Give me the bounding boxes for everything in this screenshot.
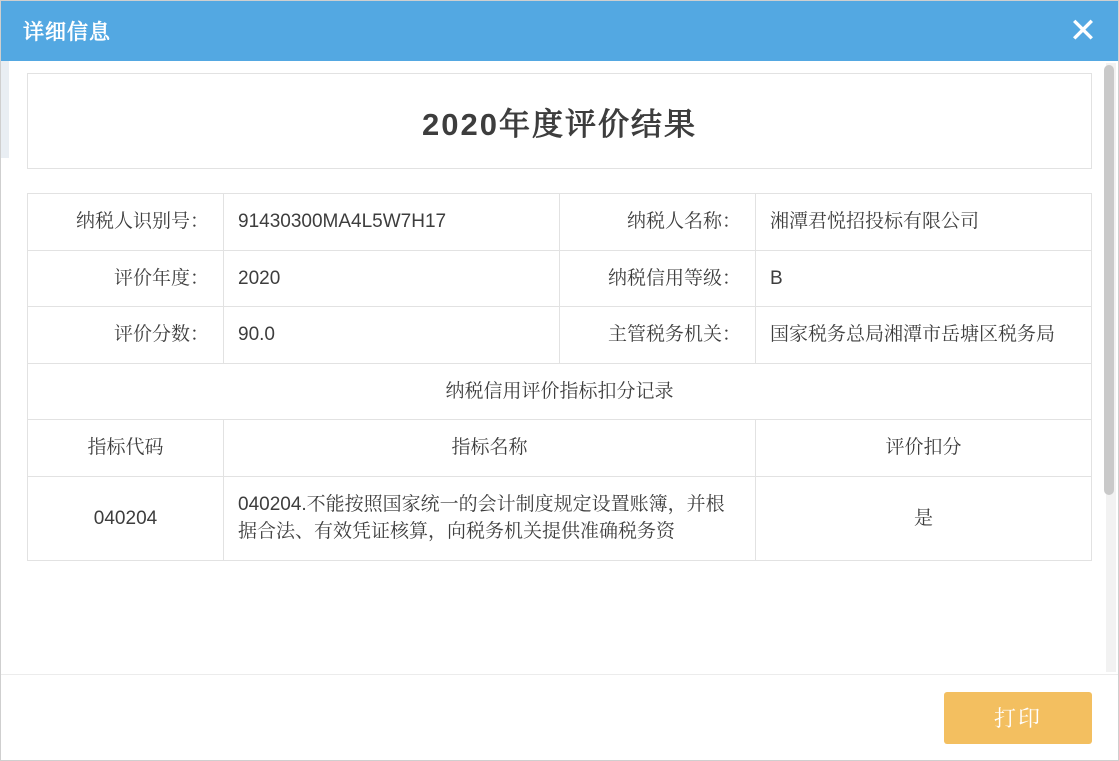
report-heading-box <box>27 73 1092 169</box>
tax-authority-value: 国家税务总局湘潭市岳塘区税务局 <box>756 307 1092 364</box>
deduction-section-title: 纳税信用评价指标扣分记录 <box>28 363 1092 420</box>
indicator-name: 040204.不能按照国家统一的会计制度规定设置账簿，并根据合法、有效凭证核算，向税务机关提供准确税务资 <box>224 476 756 560</box>
table-header-row <box>28 420 1092 477</box>
eval-score-value: 90.0 <box>224 307 560 364</box>
tax-authority-label: 主管税务机关： <box>560 307 756 364</box>
table-row <box>28 363 1092 420</box>
dialog-footer <box>1 674 1118 760</box>
taxpayer-name-label: 纳税人名称： <box>560 194 756 251</box>
close-icon[interactable]: ✕ <box>1068 12 1098 50</box>
eval-year-value: 2020 <box>224 250 560 307</box>
report-heading: 2020年度评价结果 <box>422 106 697 142</box>
left-accent-strip <box>1 61 9 158</box>
column-header-name: 指标名称 <box>224 420 756 477</box>
taxpayer-id-label: 纳税人识别号： <box>28 194 224 251</box>
credit-rating-label: 纳税信用等级： <box>560 250 756 307</box>
column-header-score: 评价扣分 <box>756 420 1092 477</box>
dialog-title: 详细信息 <box>23 21 111 44</box>
vertical-scrollbar-track[interactable] <box>1106 63 1116 672</box>
print-button[interactable]: 打印 <box>944 692 1092 744</box>
report-content <box>27 73 1092 674</box>
taxpayer-name-value: 湘潭君悦招投标有限公司 <box>756 194 1092 251</box>
table-row <box>28 194 1092 251</box>
dialog-body <box>1 61 1118 674</box>
dialog-header <box>1 1 1118 61</box>
taxpayer-id-value: 91430300MA4L5W7H17 <box>224 194 560 251</box>
indicator-code: 040204 <box>28 476 224 560</box>
eval-score-label: 评价分数： <box>28 307 224 364</box>
eval-year-label: 评价年度： <box>28 250 224 307</box>
indicator-score: 是 <box>756 476 1092 560</box>
vertical-scrollbar-thumb[interactable] <box>1104 65 1114 495</box>
column-header-code: 指标代码 <box>28 420 224 477</box>
table-row <box>28 307 1092 364</box>
credit-rating-value: B <box>756 250 1092 307</box>
table-row <box>28 250 1092 307</box>
report-table <box>27 193 1092 561</box>
table-row <box>28 476 1092 560</box>
